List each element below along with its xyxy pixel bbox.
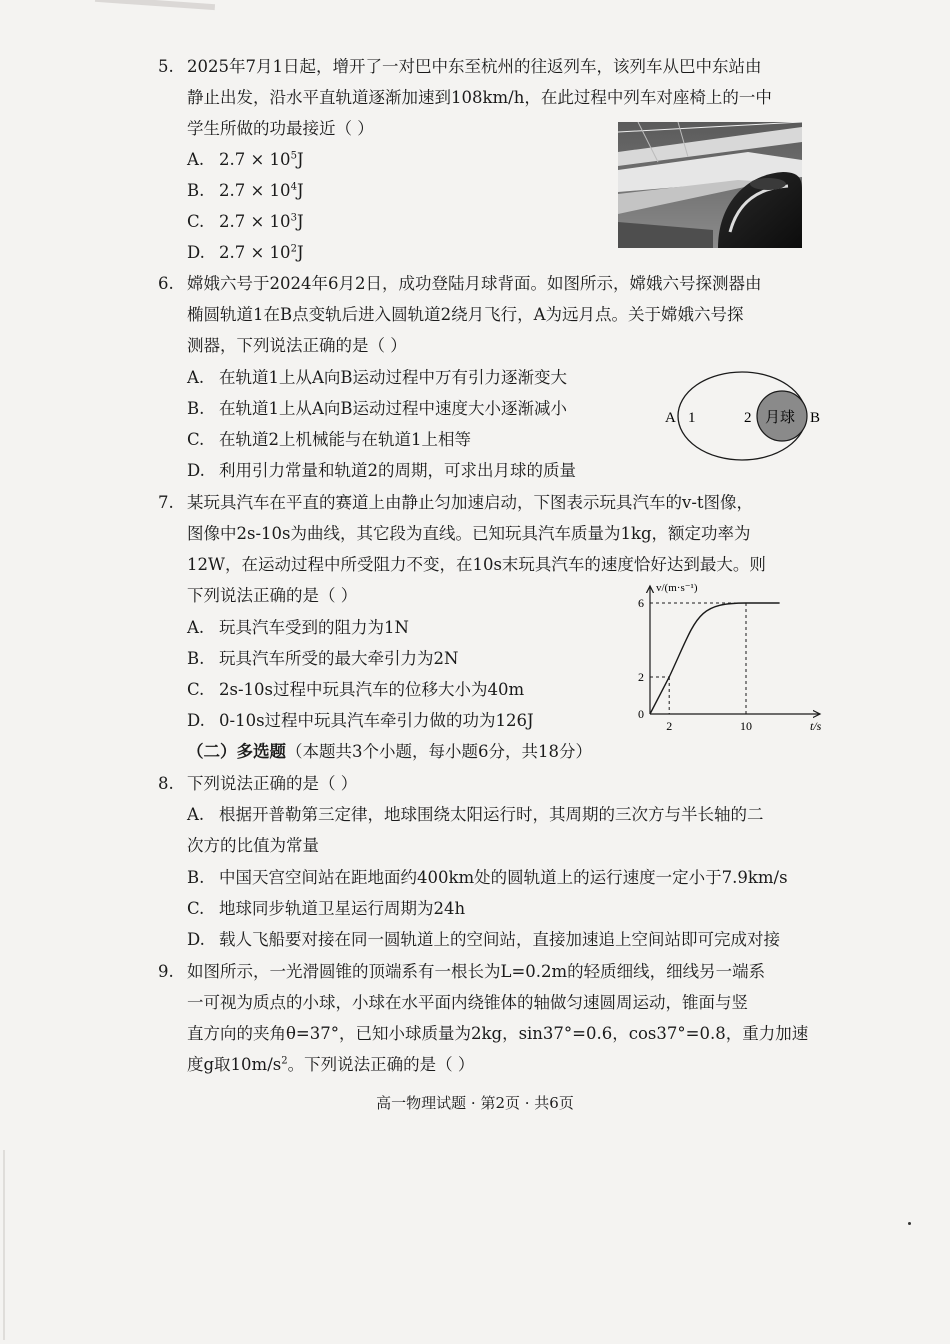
option-text: 利用引力常量和轨道2的周期，可求出月球的质量 xyxy=(219,461,576,480)
q5-option-d xyxy=(187,242,304,264)
q9-line-4 xyxy=(187,1054,474,1076)
q7-line-1: 某玩具汽车在平直的赛道上由静止匀加速启动，下图表示玩具汽车的v-t图像， xyxy=(187,493,754,512)
q5-option-a xyxy=(187,149,304,171)
q5-option-unit: J xyxy=(296,150,304,169)
option-letter: A. xyxy=(187,805,205,824)
x-tick-label: 10 xyxy=(740,719,752,733)
tick-labels xyxy=(638,596,752,733)
q7-option-c xyxy=(187,679,524,701)
train-photo-drawing xyxy=(618,122,802,248)
option-text: 在轨道2上机械能与在轨道1上相等 xyxy=(219,430,471,449)
q9-number: 9. xyxy=(158,962,174,981)
section-title: （二）多选题 xyxy=(187,742,286,761)
label-moon: 月球 xyxy=(765,408,796,426)
option-letter: D. xyxy=(187,461,205,480)
q6-line-2: 椭圆轨道1在B点变轨后进入圆轨道2绕月飞行，A为远月点。关于嫦娥六号探 xyxy=(187,305,744,324)
label-orbit-2: 2 xyxy=(744,410,752,426)
q5-option-letter: C. xyxy=(187,212,205,231)
q6-number: 6. xyxy=(158,274,174,293)
q7-option-a xyxy=(187,617,409,639)
q8-option-a-cont: 次方的比值为常量 xyxy=(187,836,319,855)
q5-option-letter: B. xyxy=(187,181,205,200)
q5-option-letter: A. xyxy=(187,150,205,169)
vt-chart xyxy=(625,578,830,736)
section-note: （本题共3个小题，每小题6分，共18分） xyxy=(286,742,592,761)
option-letter: B. xyxy=(187,649,205,668)
q5-option-unit: J xyxy=(296,181,304,200)
orbit-diagram xyxy=(660,366,830,466)
option-text: 中国天宫空间站在距地面约400km处的圆轨道上的运行速度一定小于7.9km/s xyxy=(219,868,788,887)
y-tick-label: 6 xyxy=(638,596,644,610)
q9-line-1: 如图所示，一光滑圆锥的顶端系有一根长为L=0.2m的轻质细线，细线另一端系 xyxy=(187,962,766,981)
q8-line-1: 下列说法正确的是（ ） xyxy=(187,774,358,793)
q8-option-a xyxy=(187,804,764,826)
q7-number: 7. xyxy=(158,493,174,512)
q5-option-c xyxy=(187,211,304,233)
q9-line-3: 直方向的夹角θ=37°，已知小球质量为2kg，sin37°=0.6，cos37°=0.8，重力加速 xyxy=(187,1024,809,1043)
option-text: 地球同步轨道卫星运行周期为24h xyxy=(219,899,466,918)
section-multi-choice-header xyxy=(187,741,592,763)
q5-number: 5. xyxy=(158,57,174,76)
y-tick-label: 2 xyxy=(638,670,644,684)
option-text: 玩具汽车所受的最大牵引力为2N xyxy=(219,649,459,668)
q7-option-d xyxy=(187,710,534,732)
option-letter: A. xyxy=(187,368,205,387)
q9-line-2: 一可视为质点的小球，小球在水平面内绕锥体的轴做匀速圆周运动，锥面与竖 xyxy=(187,993,748,1012)
q9-line-4-post: 。下列说法正确的是（ ） xyxy=(287,1055,475,1074)
option-letter: D. xyxy=(187,930,205,949)
train-photo xyxy=(618,122,802,248)
q5-option-exponent: 3 xyxy=(290,212,297,224)
option-text: 载人飞船要对接在同一圆轨道上的空间站，直接加速追上空间站即可完成对接 xyxy=(219,930,780,949)
q5-option-exponent: 5 xyxy=(290,150,297,162)
page-footer: 高一物理试题 · 第2页 · 共6页 xyxy=(376,1094,574,1112)
q9-line-4-pre: 度g取10m/s xyxy=(187,1055,282,1074)
option-text: 玩具汽车受到的阻力为1N xyxy=(219,618,409,637)
q6-option-c xyxy=(187,429,471,451)
option-letter: C. xyxy=(187,899,205,918)
option-letter: C. xyxy=(187,680,205,699)
scan-mark-top-left xyxy=(95,0,215,10)
option-text: 根据开普勒第三定律，地球围绕太阳运行时，其周期的三次方与半长轴的二 xyxy=(219,805,764,824)
option-text: 2s-10s过程中玩具汽车的位移大小为40m xyxy=(219,680,525,699)
x-axis-label: t/s xyxy=(810,719,822,733)
q9-line-4-sup: 2 xyxy=(281,1055,288,1067)
q8-option-b xyxy=(187,867,788,889)
vt-chart-svg xyxy=(625,578,830,736)
option-text: 在轨道1上从A向B运动过程中万有引力逐渐变大 xyxy=(219,368,568,387)
option-letter: C. xyxy=(187,430,205,449)
q5-option-value: 2.7 × 10 xyxy=(219,150,291,169)
option-letter: D. xyxy=(187,711,205,730)
q7-option-b xyxy=(187,648,458,670)
q5-option-value: 2.7 × 10 xyxy=(219,212,291,231)
q5-line-2: 静止出发，沿水平直轨道逐渐加速到108km/h，在此过程中列车对座椅上的一中 xyxy=(187,88,772,107)
q5-option-unit: J xyxy=(296,243,304,262)
q6-option-a xyxy=(187,367,567,389)
q7-line-2: 图像中2s-10s为曲线，其它段为直线。已知玩具汽车质量为1kg，额定功率为 xyxy=(187,524,751,543)
q6-line-1: 嫦娥六号于2024年6月2日，成功登陆月球背面。如图所示，嫦娥六号探测器由 xyxy=(187,274,762,293)
scan-dot xyxy=(908,1222,911,1225)
q8-number: 8. xyxy=(158,774,174,793)
option-letter: B. xyxy=(187,868,205,887)
label-orbit-1: 1 xyxy=(688,410,696,426)
q6-option-b xyxy=(187,398,567,420)
scan-mark-left-edge xyxy=(3,1150,5,1340)
option-text: 0-10s过程中玩具汽车牵引力做的功为126J xyxy=(219,711,534,730)
q5-option-b xyxy=(187,180,304,202)
q8-option-d xyxy=(187,929,780,951)
orbit-figure xyxy=(660,366,830,466)
option-letter: B. xyxy=(187,399,205,418)
option-letter: A. xyxy=(187,618,205,637)
q5-option-exponent: 2 xyxy=(290,243,297,255)
label-a: A xyxy=(665,410,676,426)
q5-option-value: 2.7 × 10 xyxy=(219,181,291,200)
q5-line-1: 2025年7月1日起，增开了一对巴中东至杭州的往返列车，该列车从巴中东站由 xyxy=(187,57,762,76)
q5-option-unit: J xyxy=(296,212,304,231)
option-text: 在轨道1上从A向B运动过程中速度大小逐渐减小 xyxy=(219,399,568,418)
q7-line-4: 下列说法正确的是（ ） xyxy=(187,586,358,605)
q6-option-d xyxy=(187,460,576,482)
label-b: B xyxy=(810,410,821,426)
q5-option-exponent: 4 xyxy=(290,181,297,193)
q8-option-c xyxy=(187,898,465,920)
x-tick-label: 2 xyxy=(666,719,673,733)
q7-line-3: 12W，在运动过程中所受阻力不变，在10s末玩具汽车的速度恰好达到最大。则 xyxy=(187,555,766,574)
y-axis-label: v/(m·s⁻¹) xyxy=(656,582,698,594)
q5-option-value: 2.7 × 10 xyxy=(219,243,291,262)
origin-label: 0 xyxy=(638,707,644,721)
q5-option-letter: D. xyxy=(187,243,205,262)
q5-line-3: 学生所做的功最接近（ ） xyxy=(187,119,374,138)
q6-line-3: 测器，下列说法正确的是（ ） xyxy=(187,336,407,355)
